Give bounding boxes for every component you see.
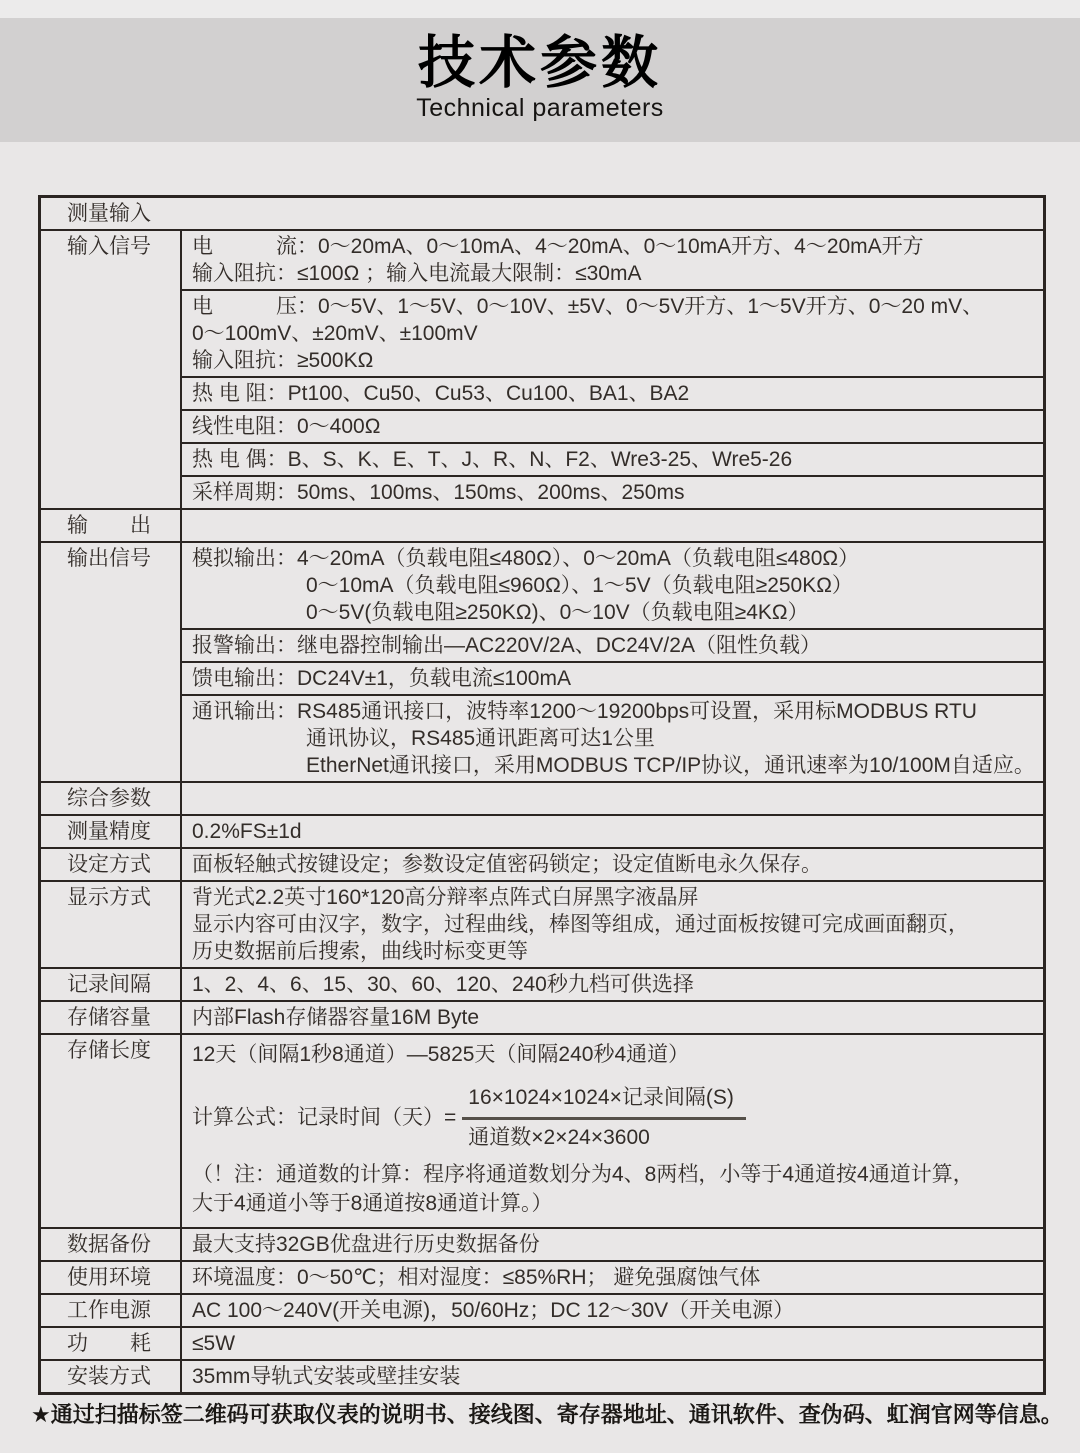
spec-line: 采样周期：50ms、100ms、150ms、200ms、250ms [192, 481, 685, 504]
row-summary-header [41, 781, 1043, 814]
row-accuracy [41, 814, 1043, 847]
spec-line: 热 电 阻：Pt100、Cu50、Cu53、Cu100、BA1、BA2 [192, 382, 690, 405]
spec-line: 0～5V(负载电阻≥250KΩ)、0～10V（负载电阻≥4KΩ） [306, 601, 809, 624]
page-title: 技术参数 [418, 31, 662, 95]
row-label-power-consumption: 功 耗 [41, 1328, 182, 1359]
power-consumption-cell [182, 1328, 1043, 1359]
row-output-signal [41, 541, 1043, 781]
row-storage-length [41, 1033, 1043, 1227]
spec-line: 0～100mV、±20mV、±100mV [192, 322, 478, 345]
title-band [0, 18, 1080, 142]
spec-line: 环境温度：0～50℃；相对湿度：≤85%RH； 避免强腐蚀气体 [192, 1266, 761, 1289]
formula-fraction [462, 1084, 746, 1151]
spec-line: 通讯协议，RS485通讯距离可达1公里 [306, 727, 655, 750]
formula-numerator: 16×1024×1024×记录间隔(S) [462, 1084, 746, 1120]
subrow-current-input [182, 231, 1043, 289]
row-label-power-supply: 工作电源 [41, 1295, 182, 1326]
spec-line: 电 压：0～5V、1～5V、0～10V、±5V、0～5V开方、1～5V开方、0～20 mV、 [192, 295, 984, 318]
section-label-measure-input: 测量输入 [67, 202, 151, 225]
subrow-voltage-input [182, 289, 1043, 376]
row-power-consumption [41, 1326, 1043, 1359]
spec-line: 背光式2.2英寸160*120高分辩率点阵式白屏黑字液晶屏 [192, 886, 699, 909]
row-record-interval [41, 967, 1043, 1000]
row-label-installation: 安装方式 [41, 1361, 182, 1392]
row-measure-input-header [41, 198, 1043, 229]
subrow-linear-resistance [182, 409, 1043, 442]
spec-line: 报警输出：继电器控制输出—AC220V/2A、DC24V/2A（阻性负载） [192, 634, 821, 657]
storage-capacity-cell [182, 1002, 1043, 1033]
storage-note-line: 大于4通道小等于8通道按8通道计算。） [192, 1192, 553, 1215]
row-environment [41, 1260, 1043, 1293]
spec-line: 内部Flash存储器容量16M Byte [192, 1006, 480, 1029]
display-cell [182, 882, 1043, 967]
spec-line: 模拟输出：4～20mA（负载电阻≤480Ω）、0～20mA（负载电阻≤480Ω） [192, 547, 860, 570]
spec-line: 热 电 偶：B、S、K、E、T、J、R、N、F2、Wre3-25、Wre5-26 [192, 448, 793, 471]
data-backup-cell [182, 1229, 1043, 1260]
row-label-input-signal: 输入信号 [41, 231, 182, 508]
spec-line: 输入阻抗：≥500KΩ [192, 349, 374, 372]
spec-line: EtherNet通讯接口，采用MODBUS TCP/IP协议，通讯速率为10/100M自适应。 [306, 754, 1035, 777]
subrow-analog-output [182, 543, 1043, 628]
row-storage-capacity [41, 1000, 1043, 1033]
row-label-data-backup: 数据备份 [41, 1229, 182, 1260]
summary-header-empty-cell [182, 783, 1043, 814]
spec-line: 显示内容可由汉字，数字，过程曲线，棒图等组成，通过面板按键可完成画面翻页， [192, 913, 969, 936]
setting-cell [182, 849, 1043, 880]
accuracy-cell [182, 816, 1043, 847]
output-header-empty-cell [182, 510, 1043, 541]
row-output-header [41, 508, 1043, 541]
row-power-supply [41, 1293, 1043, 1326]
row-label-storage-length: 存储长度 [41, 1035, 182, 1227]
storage-formula [182, 1084, 1043, 1151]
spec-line: 最大支持32GB优盘进行历史数据备份 [192, 1233, 540, 1256]
row-data-backup [41, 1227, 1043, 1260]
page-subtitle: Technical parameters [416, 94, 664, 122]
section-label-summary: 综合参数 [41, 783, 182, 814]
spec-line: ≤5W [192, 1332, 236, 1355]
spec-line: 电 流：0～20mA、0～10mA、4～20mA、0～10mA开方、4～20mA开方 [192, 235, 924, 258]
storage-range-line: 12天（间隔1秒8通道）—5825天（间隔240秒4通道） [192, 1043, 690, 1066]
formula-denominator: 通道数×2×24×3600 [468, 1126, 650, 1149]
input-signal-content [182, 231, 1043, 508]
subrow-thermocouple [182, 442, 1043, 475]
power-supply-cell [182, 1295, 1043, 1326]
spec-line: 历史数据前后搜索，曲线时标变更等 [192, 940, 528, 963]
storage-note-line: （！注：通道数的计算：程序将通道数划分为4、8两档，小等于4通道按4通道计算， [192, 1163, 974, 1186]
record-interval-cell [182, 969, 1043, 1000]
footer-note: ★通过扫描标签二维码可获取仪表的说明书、接线图、寄存器地址、通讯软件、查伪码、虹润官网等信息。 [31, 1402, 1063, 1427]
spec-table [38, 195, 1046, 1395]
spec-line: 0～10mA（负载电阻≤960Ω）、1～5V（负载电阻≥250KΩ） [306, 574, 853, 597]
spec-line: 线性电阻：0～400Ω [192, 415, 381, 438]
row-input-signal [41, 229, 1043, 508]
subrow-feed-output [182, 661, 1043, 694]
spec-line: AC 100～240V(开关电源)，50/60Hz；DC 12～30V（开关电源） [192, 1299, 795, 1322]
output-signal-content [182, 543, 1043, 781]
spec-line: 0.2%FS±1d [192, 820, 302, 843]
row-label-display: 显示方式 [41, 882, 182, 967]
row-label-storage-capacity: 存储容量 [41, 1002, 182, 1033]
subrow-rtd-input [182, 376, 1043, 409]
environment-cell [182, 1262, 1043, 1293]
installation-cell [182, 1361, 1043, 1392]
row-label-accuracy: 测量精度 [41, 816, 182, 847]
subrow-alarm-output [182, 628, 1043, 661]
row-label-setting: 设定方式 [41, 849, 182, 880]
subrow-sampling-period [182, 475, 1043, 508]
spec-line: 通讯输出：RS485通讯接口，波特率1200～19200bps可设置，采用标MODBUS RTU [192, 700, 977, 723]
spec-line: 35mm导轨式安装或壁挂安装 [192, 1365, 461, 1388]
row-display [41, 880, 1043, 967]
subrow-comm-output [182, 694, 1043, 781]
row-label-output-signal: 输出信号 [41, 543, 182, 781]
top-strip [0, 0, 1080, 18]
spec-line: 面板轻触式按键设定；参数设定值密码锁定；设定值断电永久保存。 [192, 853, 822, 876]
storage-length-cell [182, 1035, 1043, 1227]
row-setting [41, 847, 1043, 880]
section-label-output: 输 出 [41, 510, 182, 541]
row-label-environment: 使用环境 [41, 1262, 182, 1293]
spec-line: 1、2、4、6、15、30、60、120、240秒九档可供选择 [192, 973, 694, 996]
row-installation [41, 1359, 1043, 1392]
row-label-record-interval: 记录间隔 [41, 969, 182, 1000]
spec-line: 输入阻抗：≤100Ω ；输入电流最大限制：≤30mA [192, 262, 642, 285]
spec-line: 馈电输出：DC24V±1，负载电流≤100mA [192, 667, 571, 690]
formula-prefix: 计算公式：记录时间（天）= [192, 1106, 457, 1129]
